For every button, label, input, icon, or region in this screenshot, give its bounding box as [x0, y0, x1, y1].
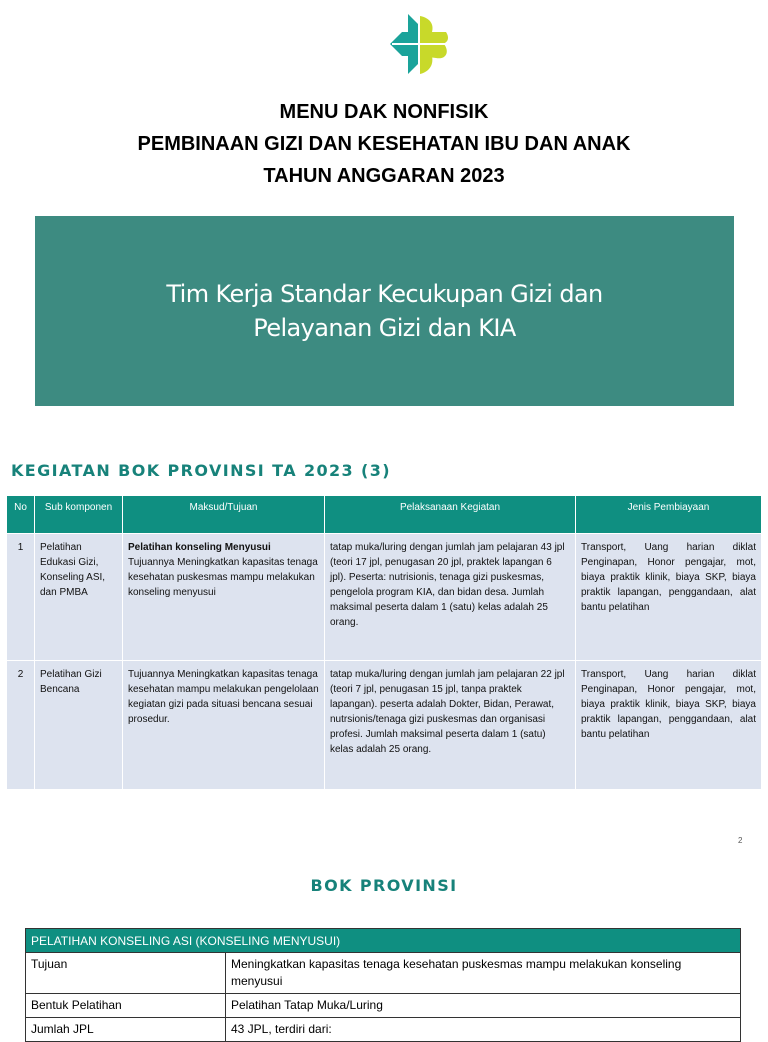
detail-value: Pelatihan Tatap Muka/Luring: [226, 994, 741, 1018]
detail-label: Tujuan: [26, 953, 226, 994]
title-line-2: PEMBINAAN GIZI DAN KESEHATAN IBU DAN ANAK: [137, 133, 631, 155]
cell-pelaksanaan: tatap muka/luring dengan jumlah jam pelajaran 43 jpl (teori 17 jpl, penugasan 20 jpl, praktek lapangan 6 jpl). Peserta: nutrisionis, tenaga gizi puskesmas, pengelola program KIA, dan bidan desa. Jumlah maksimal peserta dalam 1 (satu) kelas adalah 25 orang.: [325, 534, 576, 661]
detail-label: Jumlah JPL: [26, 1018, 226, 1042]
detail-row: [26, 994, 741, 1018]
section-heading: KEGIATAN BOK PROVINSI TA 2023 (3): [11, 461, 392, 480]
cell-pembiayaan: Transport, Uang harian diklat Penginapan, Honor pengajar, mot, biaya praktik klinik, biaya SKP, biaya praktik lapangan, penggandaan, alat bantu pelatihan: [576, 534, 762, 661]
cell-maksud: [123, 661, 325, 790]
title-line-3: TAHUN ANGGARAN 2023: [263, 165, 505, 187]
page-number: 2: [738, 836, 743, 845]
cell-sub: Pelatihan Edukasi Gizi, Konseling ASI, dan PMBA: [35, 534, 123, 661]
detail-value: Meningkatkan kapasitas tenaga kesehatan puskesmas mampu melakukan konseling menyusui: [226, 953, 741, 994]
detail-row: [26, 1018, 741, 1042]
kemenkes-logo-icon: [388, 12, 450, 76]
banner-line-2: Pelayanan Gizi dan KIA: [253, 314, 516, 342]
col-header-pembiayaan: Jenis Pembiayaan: [576, 496, 762, 534]
detail-header-row: [26, 929, 741, 953]
cell-sub: Pelatihan Gizi Bencana: [35, 661, 123, 790]
cell-maksud-text: Tujuannya Meningkatkan kapasitas tenaga kesehatan mampu melakukan pengelolaan kegiatan gizi pada situasi bencana sesuai prosedur.: [128, 669, 319, 725]
team-banner: [35, 216, 734, 406]
detail-label: Bentuk Pelatihan: [26, 994, 226, 1018]
cell-maksud-text: Tujuannya Meningkatkan kapasitas tenaga kesehatan puskesmas mampu melakukan konseling menyusui: [128, 557, 318, 598]
detail-row: [26, 953, 741, 994]
banner-line-1: Tim Kerja Standar Kecukupan Gizi dan: [166, 280, 603, 308]
activity-table: [6, 495, 762, 790]
title-line-1: MENU DAK NONFISIK: [279, 101, 489, 123]
cell-pelaksanaan: tatap muka/luring dengan jumlah jam pelajaran 22 jpl (teori 7 jpl, penugasan 15 jpl, tanpa praktek lapangan). peserta adalah Dokter, Bidan, Perawat, nutrsionis/tenaga gizi puskesmas dan organisasi profesi. Jumlah maksimal peserta dalam 1 (satu) kelas adalah 25 orang.: [325, 661, 576, 790]
training-detail-table: [25, 928, 741, 1042]
cell-pembiayaan: Transport, Uang harian diklat Penginapan, Honor pengajar, mot, biaya praktik klinik, biaya SKP, biaya praktik lapangan, penggandaan, alat bantu pelatihan: [576, 661, 762, 790]
cell-maksud: [123, 534, 325, 661]
col-header-no: No: [7, 496, 35, 534]
table-row: [7, 534, 762, 661]
cell-maksud-title: Pelatihan konseling Menyusui: [128, 542, 271, 553]
col-header-sub: Sub komponen: [35, 496, 123, 534]
detail-header: PELATIHAN KONSELING ASI (KONSELING MENYUSUI): [26, 929, 741, 953]
detail-value: 43 JPL, terdiri dari:: [226, 1018, 741, 1042]
table-row: [7, 661, 762, 790]
page-title: [0, 96, 768, 192]
cell-no: 2: [7, 661, 35, 790]
cell-no: 1: [7, 534, 35, 661]
col-header-maksud: Maksud/Tujuan: [123, 496, 325, 534]
table-header-row: [7, 496, 762, 534]
bok-title: BOK PROVINSI: [310, 876, 458, 895]
col-header-pelaksanaan: Pelaksanaan Kegiatan: [325, 496, 576, 534]
